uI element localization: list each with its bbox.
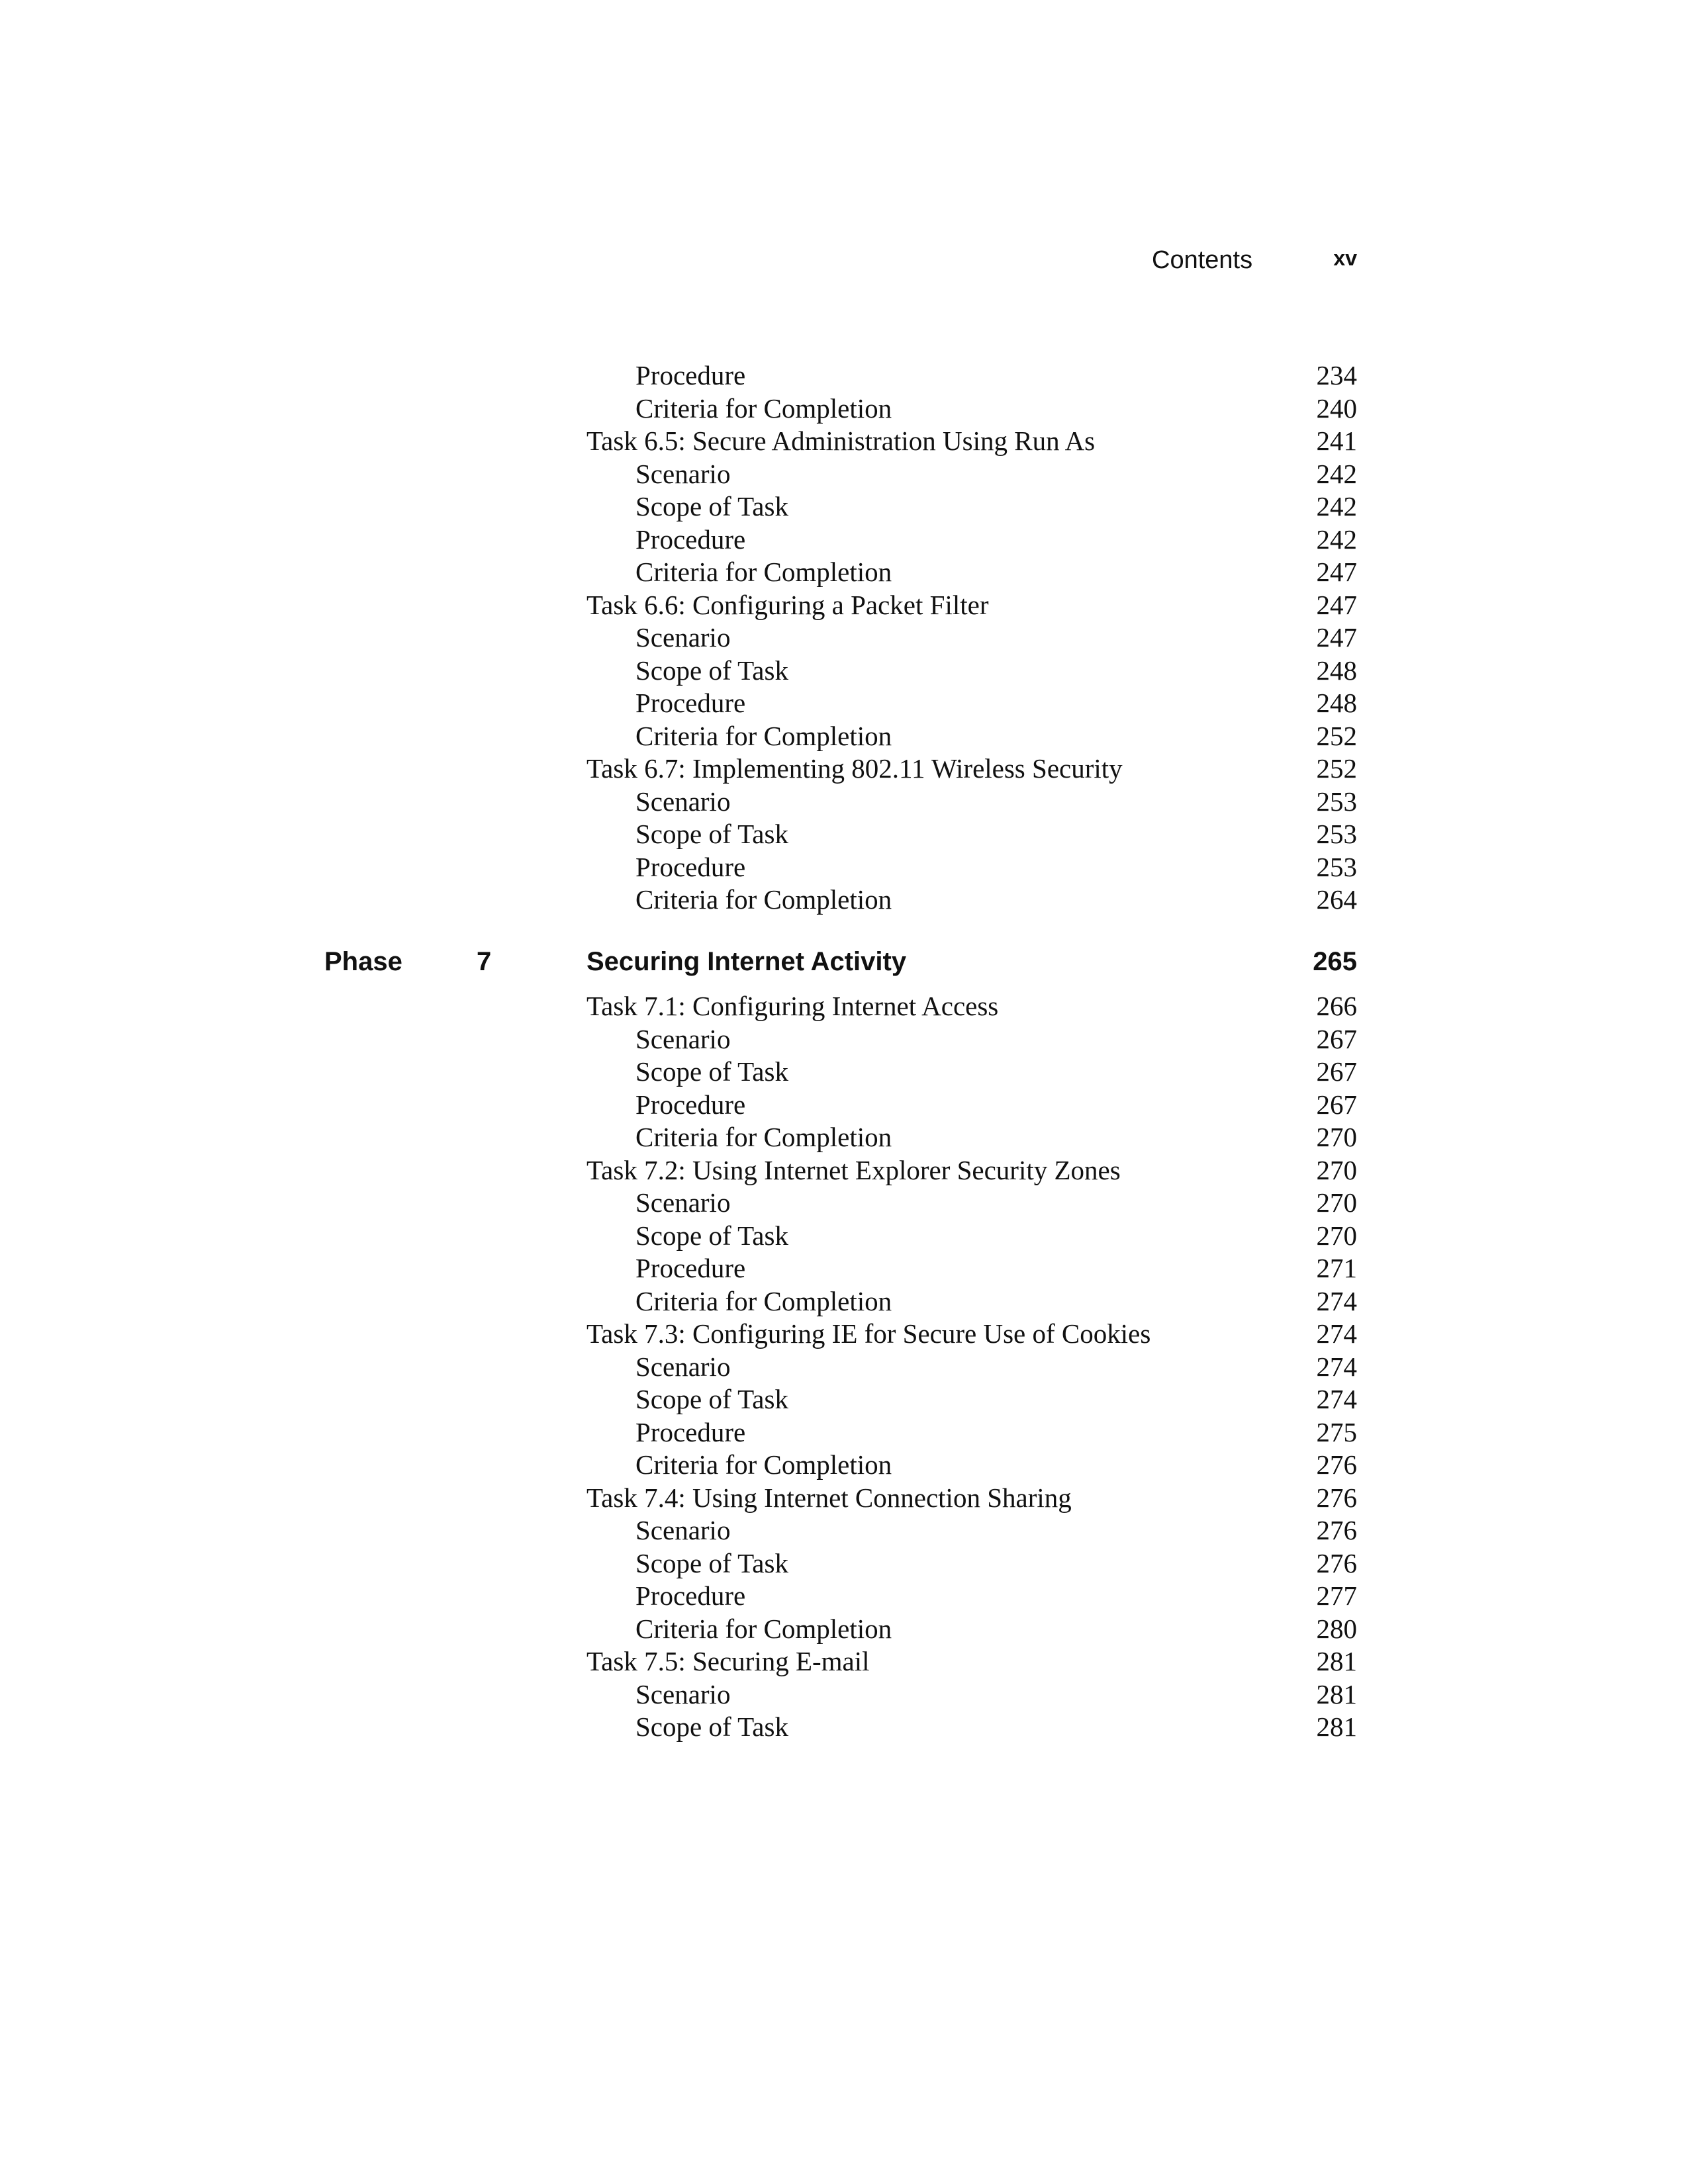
toc-entry-label: Procedure [635,1253,746,1283]
toc-entry-label: Scope of Task [635,1056,788,1087]
toc-task-entry [0,1645,1688,1678]
toc-entry-label: Procedure [635,1416,746,1447]
toc-subentry [0,1187,1688,1220]
toc-entry-page-number: 276 [1316,1449,1357,1480]
toc-entry-page-number: 240 [1316,392,1357,424]
toc-entry-label: Scope of Task [635,1384,788,1414]
toc-subentry [0,1121,1688,1154]
toc-subentry [0,1056,1688,1089]
toc-subentry [0,1449,1688,1482]
toc-entry-page-number: 281 [1316,1646,1357,1676]
toc-subentry [0,1252,1688,1285]
toc-entry-page-number: 275 [1316,1416,1357,1447]
toc-task-entry [0,1154,1688,1187]
toc-entry-page-number: 248 [1316,655,1357,686]
toc-section-before [0,359,1688,917]
toc-entry-label: Criteria for Completion [635,392,892,424]
toc-entry-label: Procedure [635,360,746,390]
toc-entry-label: Scope of Task [635,1547,788,1578]
toc-entry-label: Scope of Task [635,491,788,522]
toc-task-entry [0,589,1688,622]
toc-subentry [0,458,1688,491]
toc-subentry [0,884,1688,917]
toc-entry-page-number: 277 [1316,1580,1357,1611]
toc-entry-page-number: 242 [1316,523,1357,555]
toc-entry-page-number: 274 [1316,1351,1357,1382]
toc-entry-page-number: 267 [1316,1089,1357,1120]
toc-entry-page-number: 247 [1316,622,1357,653]
toc-subentry [0,1678,1688,1711]
toc-entry-label: Scenario [635,1678,731,1709]
toc-subentry [0,1514,1688,1547]
toc-entry-page-number: 248 [1316,688,1357,718]
toc-subentry [0,392,1688,426]
phase-title: Securing Internet Activity [586,947,907,976]
toc-task-entry [0,752,1688,786]
toc-entry-label: Criteria for Completion [635,884,892,915]
toc-subentry [0,786,1688,819]
toc-entry-page-number: 274 [1316,1384,1357,1414]
toc-entry-label: Scope of Task [635,1711,788,1742]
toc-entry-label: Scenario [635,1515,731,1545]
toc-subentry [0,1613,1688,1646]
toc-subentry [0,655,1688,688]
toc-entry-page-number: 267 [1316,1023,1357,1054]
phase-heading [0,941,1688,982]
toc-entry-label: Criteria for Completion [635,1285,892,1316]
toc-entry-label: Scenario [635,1351,731,1382]
phase-number: 7 [477,947,492,976]
toc-entry-page-number: 280 [1316,1613,1357,1644]
toc-entry-page-number: 270 [1316,1154,1357,1185]
toc-entry-page-number: 276 [1316,1482,1357,1513]
toc-entry-page-number: 270 [1316,1220,1357,1251]
toc-entry-page-number: 264 [1316,884,1357,915]
toc-entry-page-number: 267 [1316,1056,1357,1087]
toc-entry-label: Criteria for Completion [635,1449,892,1480]
toc-entry-label: Scenario [635,786,731,817]
toc-entry-label: Scenario [635,622,731,653]
toc-entry-label: Criteria for Completion [635,1613,892,1644]
toc-entry-label: Procedure [635,1580,746,1611]
phase-page-number: 265 [1313,947,1357,976]
toc-subentry [0,818,1688,851]
toc-entry-label: Criteria for Completion [635,720,892,751]
toc-entry-page-number: 242 [1316,491,1357,522]
toc-subentry [0,490,1688,523]
toc-entry-page-number: 281 [1316,1678,1357,1709]
toc-entry-page-number: 252 [1316,753,1357,784]
toc-entry-page-number: 253 [1316,819,1357,849]
toc-entry-label: Task 7.1: Configuring Internet Access [586,991,999,1021]
toc-entry-label: Procedure [635,1089,746,1120]
toc-entry-label: Scenario [635,458,731,489]
toc-entry-label: Task 6.5: Secure Administration Using Run As [586,426,1096,456]
running-head-title: Contents [1152,246,1253,274]
toc-entry-page-number: 242 [1316,458,1357,489]
toc-entry-label: Task 6.7: Implementing 802.11 Wireless Security [586,753,1123,784]
toc-entry-label: Procedure [635,688,746,718]
toc-subentry [0,523,1688,557]
toc-subentry [0,1023,1688,1056]
toc-entry-page-number: 266 [1316,991,1357,1021]
toc-task-entry [0,425,1688,458]
toc-entry-page-number: 276 [1316,1515,1357,1545]
toc-subentry [0,1089,1688,1122]
toc-entry-label: Task 7.2: Using Internet Explorer Security Zones [586,1154,1121,1185]
toc-section-after [0,990,1688,1744]
toc-entry-page-number: 252 [1316,720,1357,751]
toc-subentry [0,720,1688,753]
toc-entry-label: Task 7.3: Configuring IE for Secure Use of Cookies [586,1318,1151,1349]
toc-subentry [0,851,1688,884]
toc-entry-label: Scenario [635,1187,731,1218]
toc-entry-page-number: 274 [1316,1285,1357,1316]
toc-entry-page-number: 274 [1316,1318,1357,1349]
toc-entry-page-number: 276 [1316,1547,1357,1578]
toc-entry-page-number: 241 [1316,426,1357,456]
toc-entry-page-number: 253 [1316,786,1357,817]
toc-entry-label: Task 7.5: Securing E-mail [586,1646,870,1676]
toc-subentry [0,1580,1688,1613]
toc-entry-label: Scope of Task [635,1220,788,1251]
toc-subentry [0,621,1688,655]
toc-entry-page-number: 270 [1316,1122,1357,1152]
toc-subentry [0,1547,1688,1580]
phase-label: Phase [324,947,402,976]
toc-entry-page-number: 247 [1316,589,1357,620]
toc-subentry [0,1383,1688,1416]
toc-subentry [0,1220,1688,1253]
toc-entry-page-number: 253 [1316,851,1357,882]
toc-entry-page-number: 271 [1316,1253,1357,1283]
toc-subentry [0,687,1688,720]
toc-entry-label: Task 7.4: Using Internet Connection Sharing [586,1482,1072,1513]
toc-entry-label: Task 6.6: Configuring a Packet Filter [586,589,989,620]
toc-subentry [0,1285,1688,1318]
toc-entry-label: Scope of Task [635,655,788,686]
running-head-page-number: xv [1333,246,1357,270]
toc-entry-label: Scope of Task [635,819,788,849]
toc-task-entry [0,990,1688,1023]
toc-entry-label: Procedure [635,851,746,882]
toc-entry-page-number: 270 [1316,1187,1357,1218]
toc-entry-label: Criteria for Completion [635,557,892,587]
toc-subentry [0,359,1688,392]
toc-task-entry [0,1482,1688,1515]
toc-entry-page-number: 281 [1316,1711,1357,1742]
toc-subentry [0,1711,1688,1744]
toc-entry-page-number: 247 [1316,557,1357,587]
toc-entry-page-number: 234 [1316,360,1357,390]
toc-subentry [0,1351,1688,1384]
toc-entry-label: Procedure [635,523,746,555]
toc-task-entry [0,1318,1688,1351]
toc-entry-label: Scenario [635,1023,731,1054]
toc-entry-label: Criteria for Completion [635,1122,892,1152]
toc-subentry [0,1416,1688,1449]
toc-subentry [0,556,1688,589]
